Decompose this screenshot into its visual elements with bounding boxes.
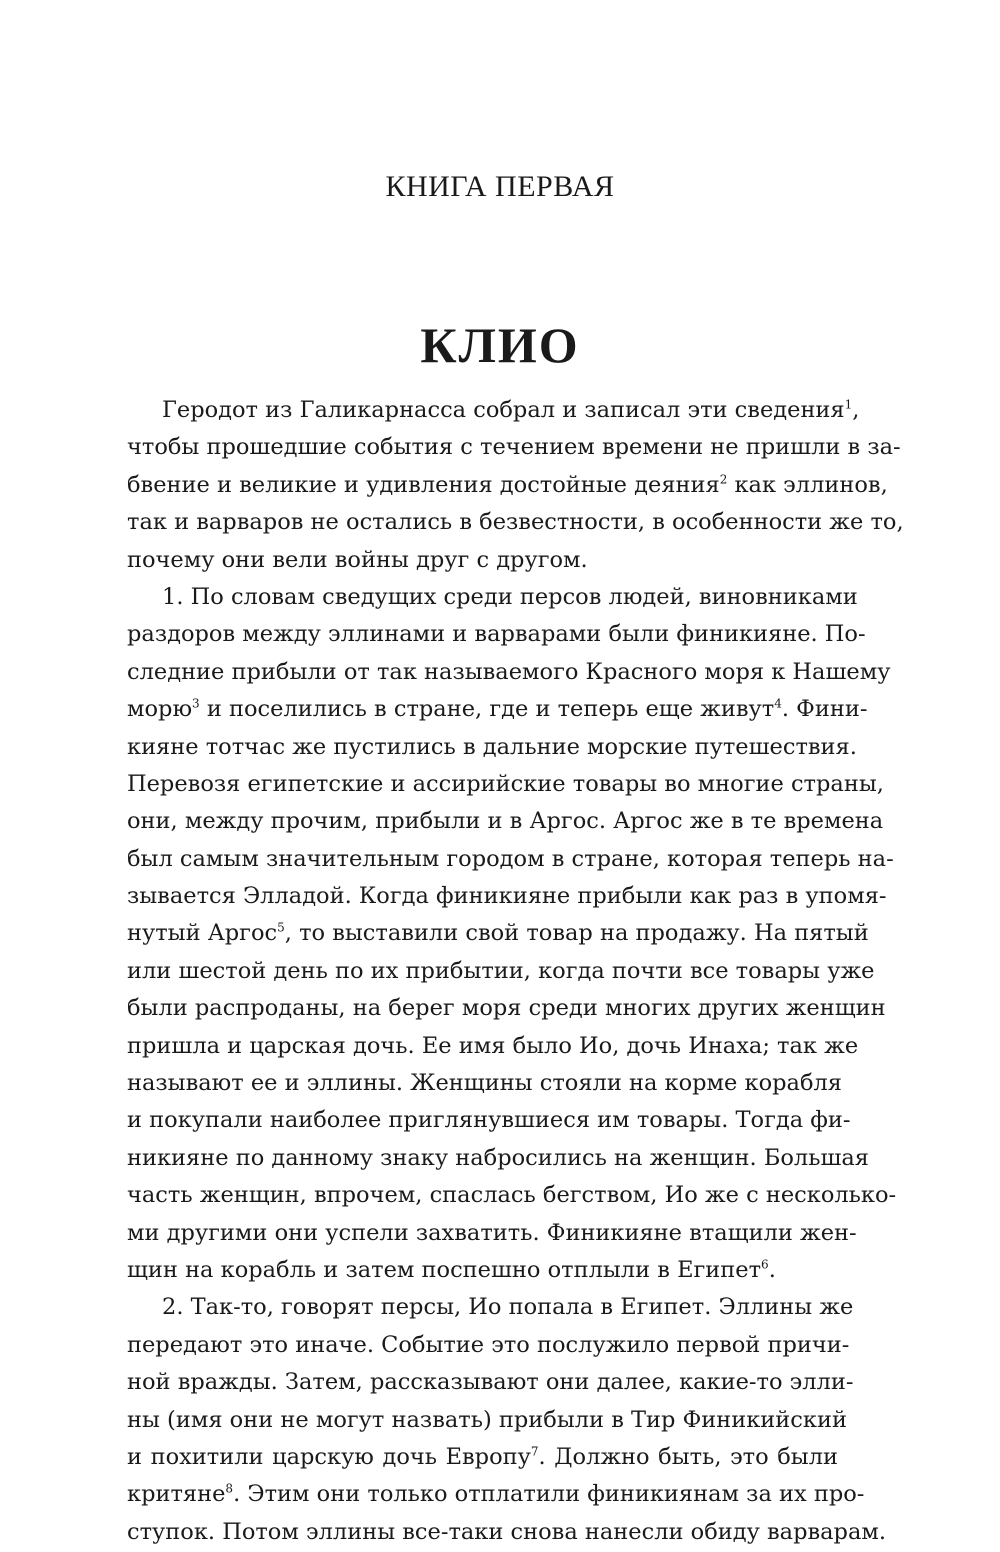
- text-segment: зывается Элладой. Когда финикияне прибыли как раз в упомя-: [127, 883, 887, 910]
- text-segment: ,: [852, 397, 860, 423]
- book-heading: КНИГА ПЕРВАЯ: [385, 170, 615, 203]
- text-segment: они, между прочим, прибыли и в Аргос. Аргос же в те времена: [127, 808, 884, 835]
- text-segment: или шестой день по их прибытии, когда почти все товары уже: [127, 957, 875, 984]
- text-line: [127, 1102, 851, 1139]
- text-segment: ны (имя они не могут назвать) прибыли в Тир Финикийский: [127, 1406, 847, 1433]
- text-segment: как эллинов,: [727, 471, 888, 498]
- text-segment: часть женщин, впрочем, спаслась бегством, Ио же с несколько-: [127, 1182, 897, 1209]
- text-line: [127, 1252, 838, 1289]
- text-segment: морю: [127, 696, 193, 723]
- text-segment: .: [768, 1256, 776, 1283]
- text-segment: 2. Так-то, говорят персы, Ио попала в Египет. Эллины же: [162, 1294, 854, 1321]
- text-line: [127, 691, 868, 728]
- footnote-marker: 3: [192, 696, 200, 711]
- footnote-marker: 2: [719, 472, 728, 487]
- text-segment: ной вражды. Затем, рассказывают они далее, какие-то элли-: [127, 1369, 854, 1396]
- text-line: [127, 915, 869, 952]
- text-segment: . Этим они только отплатили финикиянам за их про-: [233, 1481, 865, 1508]
- footnote-marker: 6: [761, 1257, 769, 1272]
- text-line: [127, 1476, 865, 1513]
- text-line: [127, 729, 857, 766]
- text-segment: и похитили царскую дочь Европу: [127, 1443, 531, 1470]
- text-segment: следние прибыли от так называемого Красного моря к Нашему: [127, 658, 891, 685]
- text-line: [127, 1028, 859, 1065]
- text-line: [127, 1215, 857, 1252]
- text-line: [127, 542, 838, 579]
- chapter-title: КЛИО: [420, 317, 580, 373]
- text-line: [127, 1402, 847, 1439]
- text-segment: ми другими они успели захватить. Финикияне втащили жен-: [127, 1219, 857, 1246]
- text-segment: бвение и великие и удивления достойные деяния: [127, 471, 720, 498]
- footnote-marker: 5: [277, 920, 285, 935]
- text-segment: . Фини-: [781, 696, 868, 723]
- text-segment: так и варваров не остались в безвестности, в особенности же то,: [127, 509, 904, 536]
- text-segment: никияне по данному знаку набросились на женщин. Большая: [127, 1144, 869, 1171]
- text-segment: и поселились в стране, где и теперь еще живут: [199, 696, 775, 723]
- text-segment: и покупали наиболее приглянувшиеся им товары. Тогда фи-: [127, 1107, 851, 1134]
- footnote-marker: 7: [530, 1444, 539, 1459]
- text-segment: щин на корабль и затем поспешно отплыли в Египет: [127, 1256, 762, 1283]
- text-segment: почему они вели войны друг с другом.: [127, 546, 588, 573]
- text-segment: называют ее и эллины. Женщины стояли на корме корабля: [127, 1070, 842, 1097]
- text-line: [127, 392, 860, 429]
- text-line: [127, 1289, 854, 1326]
- text-line: [127, 467, 888, 504]
- text-segment: был самым значительным городом в стране, которая теперь на-: [127, 845, 894, 872]
- text-line: [127, 1439, 838, 1476]
- text-line: [127, 766, 884, 803]
- text-segment: ступок. Потом эллины все-таки снова нанесли обиду варварам.: [127, 1518, 887, 1545]
- text-line: [127, 1140, 869, 1177]
- text-segment: 1. По словам сведущих среди персов людей, виновниками: [162, 583, 858, 610]
- text-segment: Геродот из Галикарнасса собрал и записал эти сведения: [162, 397, 845, 423]
- footnote-marker: 4: [774, 696, 782, 711]
- text-segment: нутый Аргос: [127, 920, 278, 947]
- text-line: [127, 1177, 897, 1214]
- text-segment: , то выставили свой товар на продажу. На пятый: [284, 920, 869, 947]
- text-segment: были распроданы, на берег моря среди многих других женщин: [127, 995, 886, 1022]
- text-segment: критяне: [127, 1481, 226, 1508]
- text-line: [127, 1364, 854, 1401]
- text-line: [127, 616, 866, 653]
- text-segment: . Должно быть, это были: [538, 1443, 838, 1470]
- text-line: [127, 579, 858, 616]
- text-line: [127, 953, 875, 990]
- text-line: [127, 990, 886, 1027]
- body-text: [127, 392, 904, 1551]
- text-line: [127, 654, 891, 691]
- text-segment: чтобы прошедшие события с течением времени не пришли в за-: [127, 434, 901, 461]
- text-line: [127, 878, 887, 915]
- footnote-marker: 1: [844, 397, 853, 412]
- text-segment: пришла и царская дочь. Ее имя было Ио, дочь Инаха; так же: [127, 1032, 859, 1059]
- text-line: [127, 1514, 887, 1551]
- text-segment: Перевозя египетские и ассирийские товары во многие страны,: [127, 770, 884, 797]
- text-segment: кияне тотчас же пустились в дальние морские путешествия.: [127, 733, 857, 760]
- text-line: [127, 429, 901, 466]
- text-line: [127, 504, 904, 541]
- text-line: [127, 841, 894, 878]
- text-line: [127, 803, 884, 840]
- text-segment: раздоров между эллинами и варварами были финикияне. По-: [127, 621, 866, 648]
- text-line: [127, 1327, 850, 1364]
- text-line: [127, 1065, 842, 1102]
- text-segment: передают это иначе. Событие это послужило первой причи-: [127, 1331, 850, 1358]
- footnote-marker: 8: [225, 1481, 234, 1496]
